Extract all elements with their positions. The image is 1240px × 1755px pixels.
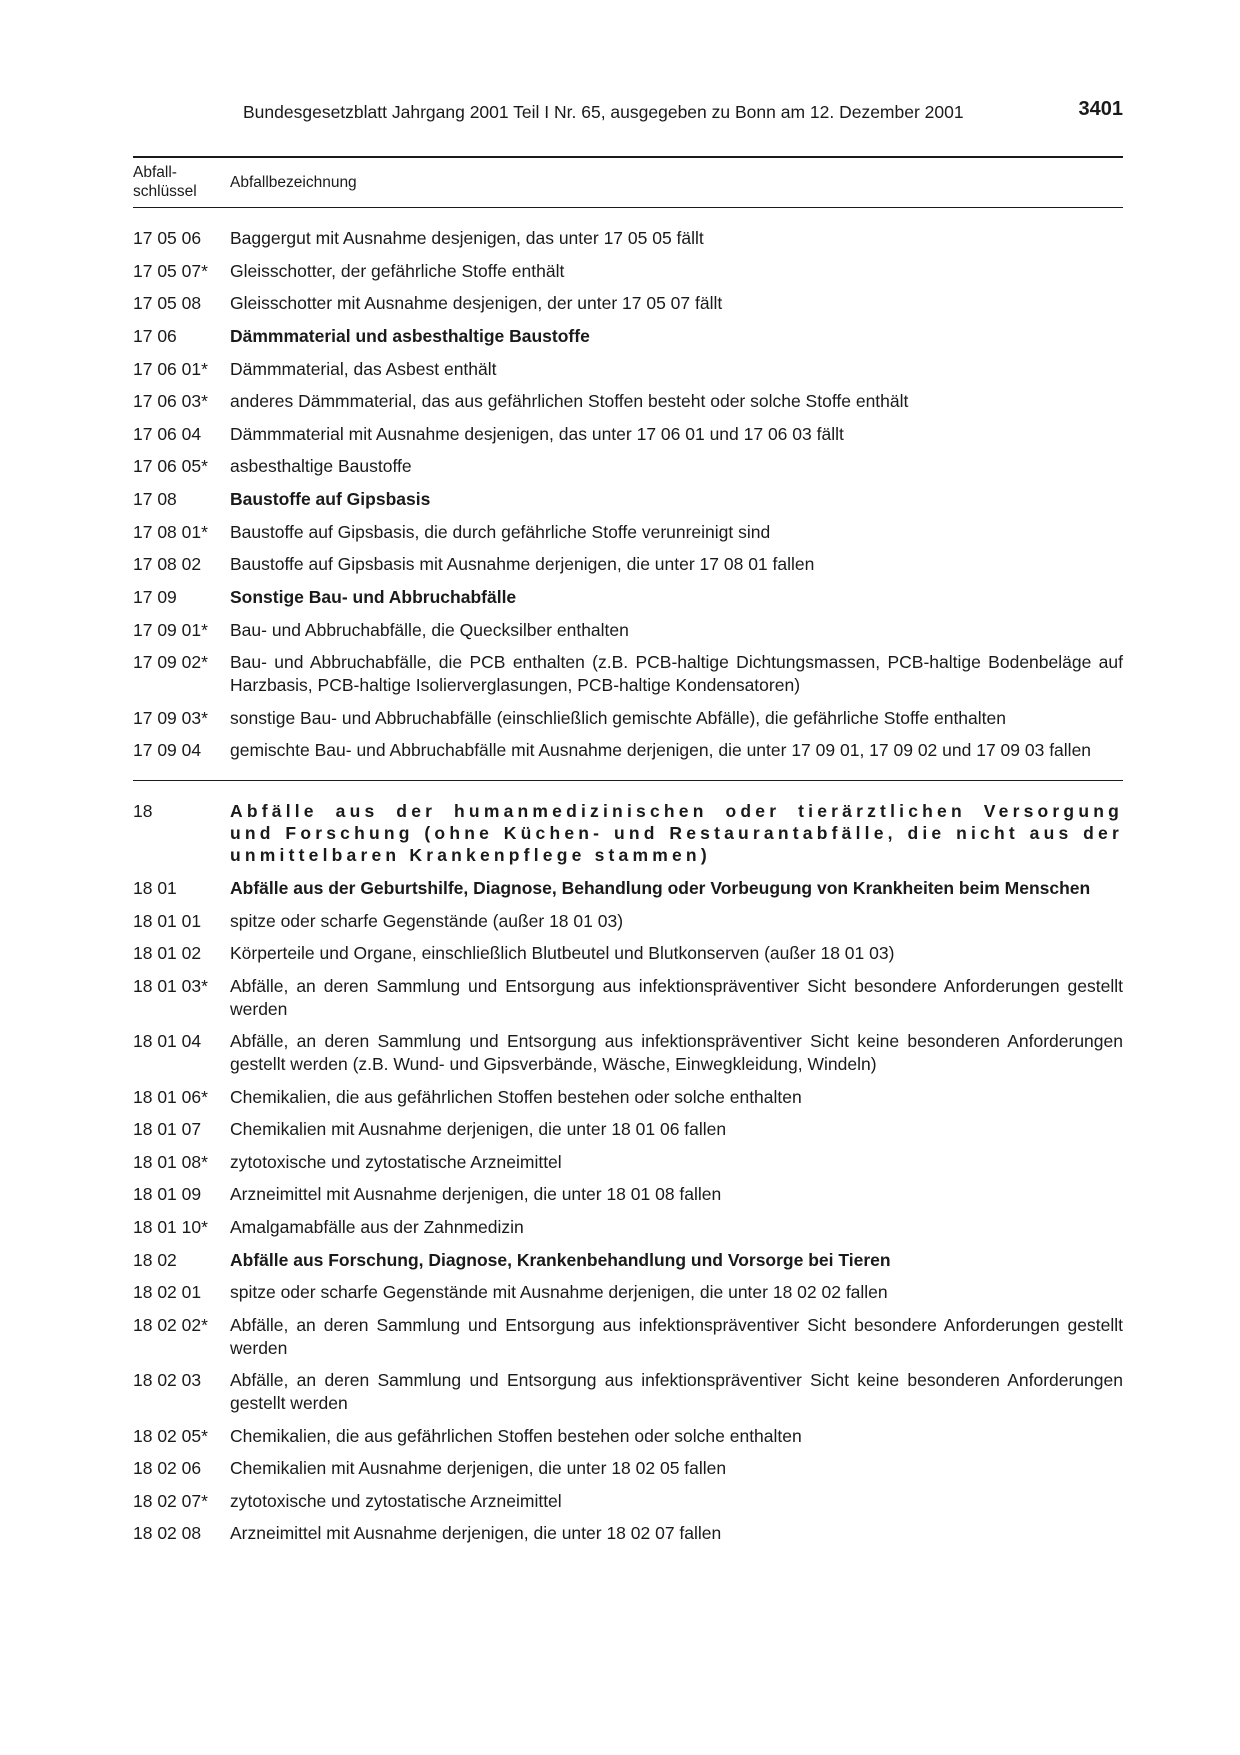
waste-code: 17 06 05*: [133, 456, 208, 476]
waste-code: 17 09 03*: [133, 707, 208, 728]
waste-description: spitze oder scharfe Gegenstände mit Ausnahme derjenigen, die unter 18 02 02 fallen: [230, 1282, 888, 1302]
table-row: [133, 1151, 1123, 1174]
chapter-divider: [133, 780, 1123, 781]
table-row: [133, 739, 1123, 762]
waste-description: Bau- und Abbruchabfälle, die PCB enthalten (z.B. PCB-haltige Dichtungsmassen, PCB-haltige Bodenbeläge auf Harzbasis, PCB-haltige Isolierverglasungen, PCB-haltige Kondensatoren): [230, 652, 1123, 695]
group-heading-row: [133, 488, 1123, 511]
group-heading-row: [133, 877, 1123, 900]
waste-description: Baustoffe auf Gipsbasis, die durch gefährliche Stoffe verunreinigt sind: [230, 521, 771, 542]
waste-description: Arzneimittel mit Ausnahme derjenigen, die unter 18 02 07 fallen: [230, 1523, 722, 1543]
waste-code: 18 02 05*: [133, 1425, 208, 1446]
table-row: [133, 227, 1123, 250]
header-title: Bundesgesetzblatt Jahrgang 2001 Teil I Nr. 65, ausgegeben zu Bonn am 12. Dezember 2001: [243, 102, 964, 122]
group-title: Sonstige Bau- und Abbruchabfälle: [230, 587, 517, 607]
waste-description: Abfälle, an deren Sammlung und Entsorgung aus infektionspräventiver Sicht besondere Anforderungen gestellt werden: [230, 975, 1123, 1019]
table-row: [133, 1118, 1123, 1141]
waste-description: Chemikalien, die aus gefährlichen Stoffen bestehen oder solche enthalten: [230, 1425, 802, 1446]
table-row: [133, 1425, 1123, 1448]
waste-description: Chemikalien mit Ausnahme derjenigen, die unter 18 02 05 fallen: [230, 1458, 727, 1478]
waste-code: 17 06 01*: [133, 358, 208, 379]
group-title: Dämmmaterial und asbesthaltige Baustoffe: [230, 326, 590, 346]
waste-code: 18 01 10*: [133, 1216, 208, 1237]
waste-description: Gleisschotter, der gefährliche Stoffe enthält: [230, 260, 565, 281]
table-row: [133, 1522, 1123, 1545]
waste-description: Baggergut mit Ausnahme desjenigen, das unter 17 05 05 fällt: [230, 228, 704, 248]
waste-code: 18 02 03: [133, 1370, 202, 1390]
table-top-rule: [133, 156, 1123, 158]
waste-description: Abfälle, an deren Sammlung und Entsorgung aus infektionspräventiver Sicht besondere Anforderungen gestellt werden: [230, 1314, 1123, 1358]
waste-description: gemischte Bau- und Abbruchabfälle mit Ausnahme derjenigen, die unter 17 09 01, 17 09 02 und 17 09 03 fallen: [230, 740, 1092, 760]
page-number: 3401: [1078, 98, 1123, 120]
waste-description: asbesthaltige Baustoffe: [230, 456, 412, 476]
table-row: [133, 521, 1123, 544]
chapter-title: Abfälle aus der humanmedizinischen oder tierärztlichen Versorgung und Forschung (ohne Küchen- und Restaurantabfälle, die nicht aus der unmittelbaren Krankenpflege stammen): [230, 801, 1123, 865]
waste-code: 17 08 01*: [133, 521, 208, 542]
waste-description: sonstige Bau- und Abbruchabfälle (einschließlich gemischte Abfälle), die gefährliche Stoffe enthalten: [230, 707, 1006, 728]
waste-description: Dämmmaterial mit Ausnahme desjenigen, das unter 17 06 01 und 17 06 03 fällt: [230, 423, 844, 444]
waste-code: 18 02 08: [133, 1523, 202, 1543]
waste-description: Bau- und Abbruchabfälle, die Quecksilber enthalten: [230, 619, 629, 640]
chapter-code: 18: [133, 801, 153, 821]
group-code: 18 02: [133, 1249, 177, 1270]
waste-description: zytotoxische und zytostatische Arzneimittel: [230, 1490, 562, 1511]
table-row: [133, 1183, 1123, 1206]
waste-description: spitze oder scharfe Gegenstände (außer 18 01 03): [230, 910, 624, 931]
table-header-rule: [133, 207, 1123, 208]
waste-description: zytotoxische und zytostatische Arzneimittel: [230, 1151, 562, 1172]
waste-description: Dämmmaterial, das Asbest enthält: [230, 358, 497, 379]
table-row: [133, 1281, 1123, 1304]
waste-code: 17 05 06: [133, 228, 202, 248]
table-row: [133, 619, 1123, 642]
table-row: [133, 260, 1123, 283]
waste-code: 18 01 04: [133, 1031, 202, 1051]
waste-description: anderes Dämmmaterial, das aus gefährlichen Stoffen besteht oder solche Stoffe enthält: [230, 391, 909, 411]
waste-code: 17 05 07*: [133, 260, 208, 281]
table-row: [133, 1216, 1123, 1239]
table-row: [133, 1086, 1123, 1109]
group-code: 17 06: [133, 326, 177, 346]
table-row: [133, 553, 1123, 576]
column-header-key: [133, 163, 197, 201]
waste-code: 17 09 04: [133, 740, 202, 760]
table-row: [133, 1314, 1123, 1360]
table-row: [133, 942, 1123, 965]
column-header-key-line2: schlüssel: [133, 183, 197, 200]
chapter-heading-row: [133, 800, 1123, 866]
table-row: [133, 910, 1123, 933]
waste-code: 18 01 08*: [133, 1151, 208, 1172]
table-row: [133, 1030, 1123, 1076]
table-row: [133, 1457, 1123, 1480]
table-row: [133, 975, 1123, 1021]
waste-code: 17 09 02*: [133, 652, 208, 672]
table-row: [133, 1369, 1123, 1415]
waste-code: 17 06 03*: [133, 391, 208, 411]
group-title: Abfälle aus der Geburtshilfe, Diagnose, Behandlung oder Vorbeugung von Krankheiten beim Menschen: [230, 878, 1091, 898]
group-code: 17 08: [133, 489, 177, 509]
waste-description: Chemikalien, die aus gefährlichen Stoffen bestehen oder solche enthalten: [230, 1086, 802, 1107]
waste-code: 17 09 01*: [133, 619, 208, 640]
group-heading-row: [133, 325, 1123, 348]
waste-code: 17 06 04: [133, 423, 202, 444]
column-header-name: Abfallbezeichnung: [230, 174, 357, 191]
waste-code: 17 05 08: [133, 293, 202, 313]
waste-description: Baustoffe auf Gipsbasis mit Ausnahme derjenigen, die unter 17 08 01 fallen: [230, 554, 815, 574]
group-title: Abfälle aus Forschung, Diagnose, Krankenbehandlung und Vorsorge bei Tieren: [230, 1249, 891, 1270]
waste-code: 18 01 02: [133, 943, 202, 963]
page-header: [133, 98, 1123, 126]
column-header-key-line1: Abfall-: [133, 164, 177, 181]
table-row: [133, 292, 1123, 315]
waste-code: 18 01 09: [133, 1184, 202, 1204]
waste-code: 18 02 02*: [133, 1314, 208, 1335]
table-row: [133, 423, 1123, 446]
group-heading-row: [133, 1249, 1123, 1272]
waste-code: 18 02 01: [133, 1282, 202, 1302]
waste-code: 18 01 01: [133, 910, 202, 931]
waste-description: Abfälle, an deren Sammlung und Entsorgung aus infektionspräventiver Sicht keine besonderen Anforderungen gestellt werden (z.B. Wund- und Gipsverbände, Wäsche, Einwegkleidung, Windeln): [230, 1031, 1123, 1074]
table-row: [133, 1490, 1123, 1513]
table-row: [133, 707, 1123, 730]
table-row: [133, 651, 1123, 697]
waste-description: Chemikalien mit Ausnahme derjenigen, die unter 18 01 06 fallen: [230, 1119, 727, 1139]
group-code: 18 01: [133, 878, 177, 898]
waste-code: 17 08 02: [133, 554, 202, 574]
group-code: 17 09: [133, 587, 177, 607]
waste-code: 18 02 07*: [133, 1490, 208, 1511]
waste-code: 18 02 06: [133, 1458, 202, 1478]
table-row: [133, 455, 1123, 478]
waste-description: Arzneimittel mit Ausnahme derjenigen, die unter 18 01 08 fallen: [230, 1184, 722, 1204]
waste-code: 18 01 03*: [133, 975, 208, 996]
waste-description: Körperteile und Organe, einschließlich Blutbeutel und Blutkonserven (außer 18 01 03): [230, 943, 895, 963]
waste-code-table: [133, 227, 1123, 1555]
waste-code: 18 01 06*: [133, 1086, 208, 1107]
waste-code: 18 01 07: [133, 1119, 202, 1139]
waste-description: Gleisschotter mit Ausnahme desjenigen, der unter 17 05 07 fällt: [230, 293, 723, 313]
waste-description: Abfälle, an deren Sammlung und Entsorgung aus infektionspräventiver Sicht keine besonderen Anforderungen gestellt werden: [230, 1370, 1123, 1413]
waste-description: Amalgamabfälle aus der Zahnmedizin: [230, 1216, 524, 1237]
group-heading-row: [133, 586, 1123, 609]
group-title: Baustoffe auf Gipsbasis: [230, 489, 431, 509]
table-row: [133, 358, 1123, 381]
table-row: [133, 390, 1123, 413]
